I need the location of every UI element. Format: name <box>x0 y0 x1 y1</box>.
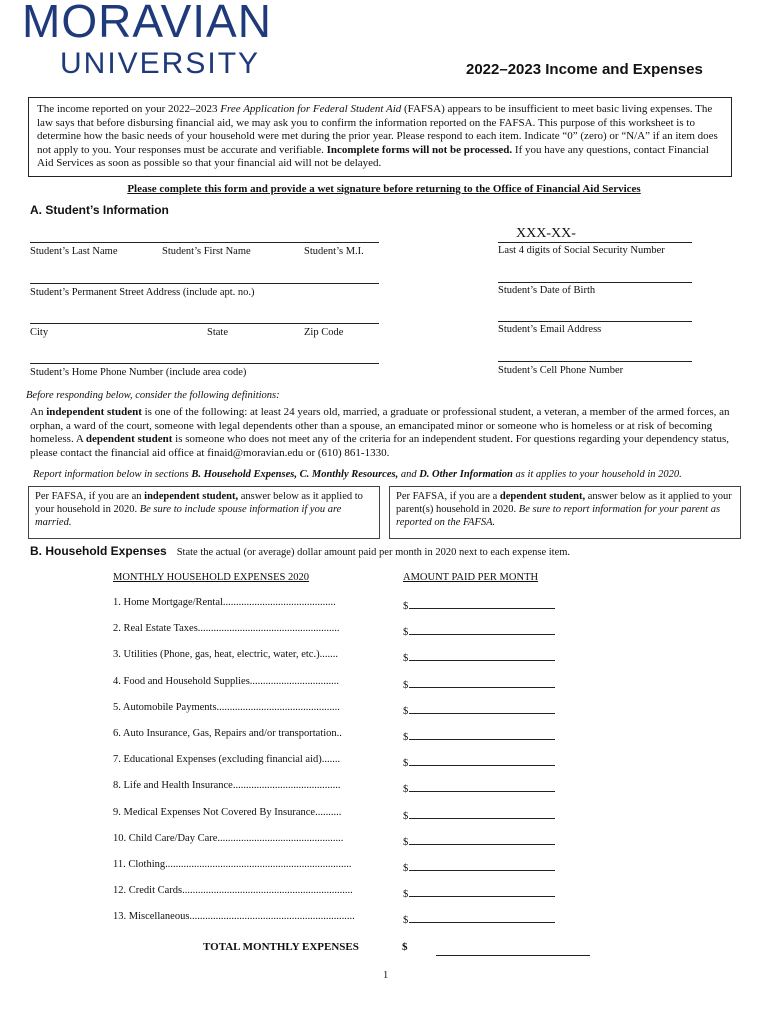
expense-amount-field[interactable] <box>403 885 555 900</box>
intro-box <box>28 97 732 177</box>
intro-text-3: (FAFSA) appears to be insufficient to meet basic living expenses. The law says that before disbursing financial aid, we may ask you to confirm the information reported on the FAFSA. This purpose of this worksheet is to determine how the basic needs of your household were met during the prior year. Please respond to each item. Indicate “0” (zero) or “N/A” if an item does not apply to you. Your responses must be accurate and verifiable. <box>37 103 718 156</box>
expense-amount-field[interactable] <box>403 676 555 691</box>
section-b-heading: B. Household Expenses <box>30 544 167 558</box>
expense-row <box>113 833 573 849</box>
form-title-text: Income and Expenses <box>541 61 703 78</box>
indep-italic: Be sure to include spouse information if you are married. <box>35 504 342 528</box>
expense-amount-field[interactable] <box>403 807 555 822</box>
expenses-column-header: MONTHLY HOUSEHOLD EXPENSES 2020 <box>113 572 310 583</box>
currency-symbol: $ <box>403 653 409 665</box>
email-line[interactable] <box>498 321 692 322</box>
amount-input-line[interactable] <box>409 885 555 897</box>
expense-item-label: 11. Clothing....................................................................... <box>113 859 352 870</box>
logo-moravian: MORAVIAN <box>22 0 272 47</box>
amount-input-line[interactable] <box>409 859 555 871</box>
expense-row <box>113 728 573 744</box>
cell-phone-line[interactable] <box>498 361 692 362</box>
expense-item-label: 10. Child Care/Day Care................................................ <box>113 832 344 844</box>
intro-text-fafsa: Free Application for Federal Student Aid <box>220 103 402 115</box>
amount-input-line[interactable] <box>409 649 555 661</box>
amount-input-line[interactable] <box>409 833 555 845</box>
expense-amount-field[interactable] <box>403 702 555 717</box>
currency-symbol: $ <box>403 915 409 927</box>
expense-item-label: 12. Credit Cards................................................................. <box>113 885 353 897</box>
city-label: City <box>30 327 49 338</box>
expense-item-label: 3. Utilities (Phone, gas, heat, electric, water, etc.)....... <box>113 649 338 661</box>
currency-symbol: $ <box>403 863 409 874</box>
expense-row <box>113 780 573 796</box>
page-number: 1 <box>383 970 389 981</box>
expense-item-label: 6. Auto Insurance, Gas, Repairs and/or transportation.. <box>113 728 342 739</box>
dep-italic: Be sure to report information for your parent as reported on the FAFSA. <box>396 504 721 528</box>
dob-label: Student’s Date of Birth <box>498 285 596 296</box>
expense-item-label: 2. Real Estate Taxes...................................................... <box>113 623 340 635</box>
expense-amount-field[interactable] <box>403 780 555 795</box>
first-name-label: Student’s First Name <box>162 246 251 257</box>
report-section-d: D. Other Information <box>419 469 513 480</box>
name-line[interactable] <box>30 242 379 243</box>
currency-symbol: $ <box>403 679 409 691</box>
expense-amount-field[interactable] <box>403 649 555 664</box>
expense-amount-field[interactable] <box>403 754 555 769</box>
email-label: Student’s Email Address <box>498 324 602 335</box>
last-name-label: Student’s Last Name <box>30 246 118 257</box>
amount-input-line[interactable] <box>409 911 555 923</box>
form-title-year: 2022–2023 <box>466 61 542 78</box>
section-b-header <box>30 542 570 560</box>
expense-amount-field[interactable] <box>403 728 555 743</box>
report-text-1: Report information below in sections <box>33 469 192 480</box>
expense-row <box>113 676 573 692</box>
expense-row <box>113 885 573 901</box>
amount-input-line[interactable] <box>409 597 555 609</box>
expense-item-label: 5. Automobile Payments............................................... <box>113 701 340 713</box>
logo-university: UNIVERSITY <box>60 47 261 80</box>
def-independent: independent student <box>46 406 142 418</box>
expense-row <box>113 754 573 770</box>
section-a-heading: A. Student’s Information <box>30 203 169 217</box>
expense-item-label: 8. Life and Health Insurance......................................... <box>113 780 341 792</box>
expense-item-label: 13. Miscellaneous............................................................... <box>113 911 355 923</box>
expense-item-label: 7. Educational Expenses (excluding financial aid)....... <box>113 754 341 766</box>
amount-input-line[interactable] <box>409 676 555 688</box>
expense-amount-field[interactable] <box>403 833 555 848</box>
currency-symbol: $ <box>403 810 409 822</box>
expense-amount-field[interactable] <box>403 597 555 612</box>
expense-row <box>113 702 573 718</box>
amount-input-line[interactable] <box>409 623 555 635</box>
amount-input-line[interactable] <box>409 702 555 714</box>
ssn-prefix: XXX-XX- <box>516 226 576 241</box>
amount-input-line[interactable] <box>409 780 555 792</box>
dep-text-3: answer below as it applied to your parent(s) household in 2020. <box>396 491 732 515</box>
currency-symbol: $ <box>403 601 409 612</box>
currency-symbol: $ <box>403 758 409 770</box>
dep-bold: dependent student, <box>499 491 586 502</box>
definitions-lead: Before responding below, consider the following definitions: <box>26 390 280 401</box>
section-b-subheading: State the actual (or average) dollar amount paid per month in 2020 next to each expense item. <box>176 547 571 558</box>
def-text-5: is someone who does not meet any of the criteria for an independent student. For questions regarding your dependency status, please contact the financial aid office at finaid@moravian.edu or (610) 861-1330. <box>30 433 730 459</box>
intro-text-1: The income reported on your 2022–2023 <box>37 103 221 115</box>
expense-item-label: 9. Medical Expenses Not Covered By Insurance.......... <box>113 806 342 818</box>
ssn-line[interactable] <box>498 242 692 243</box>
expense-amount-field[interactable] <box>403 859 555 874</box>
currency-symbol: $ <box>403 627 409 639</box>
expense-amount-field[interactable] <box>403 623 555 638</box>
def-dependent: dependent student <box>85 433 173 445</box>
def-text-1: An <box>30 406 47 418</box>
dependent-student-box <box>389 486 741 539</box>
currency-symbol: $ <box>403 705 409 717</box>
wet-signature-instruction <box>0 183 768 195</box>
report-text-5: as it applies to your household in 2020. <box>512 469 682 480</box>
independent-student-box <box>28 486 380 539</box>
address-line[interactable] <box>30 283 379 284</box>
zip-label: Zip Code <box>304 327 344 338</box>
report-text-3: and <box>398 469 420 480</box>
def-text-3: is one of the following: at least 24 years old, married, a graduate or professional student, a veteran, a member of the armed forces, an orphan, a ward of the court, someone with legal dependents other than a spouse, an emancipated minor or someone who is homeless or at risk of becoming homeless. A <box>30 406 730 445</box>
indep-text-1: Per FAFSA, if you are an <box>35 491 145 502</box>
currency-symbol: $ <box>403 784 409 796</box>
expense-row <box>113 807 573 823</box>
dep-text-1: Per FAFSA, if you are a <box>396 491 500 502</box>
amount-column-header: AMOUNT PAID PER MONTH <box>403 572 539 583</box>
city-state-zip-line[interactable] <box>30 323 379 324</box>
state-label: State <box>207 327 228 338</box>
currency-symbol: $ <box>403 836 409 848</box>
ssn-label: Last 4 digits of Social Security Number <box>498 245 665 256</box>
expense-item-label: 4. Food and Household Supplies.................................. <box>113 675 340 687</box>
expense-row <box>113 911 573 927</box>
total-amount-line[interactable] <box>436 955 590 956</box>
indep-bold: independent student, <box>144 491 239 502</box>
home-phone-line[interactable] <box>30 363 379 364</box>
expense-row <box>113 597 573 613</box>
expense-item-label: 1. Home Mortgage/Rental........................................... <box>113 597 336 608</box>
cell-phone-label: Student’s Cell Phone Number <box>498 365 624 376</box>
instruction-text: Please complete this form and provide a wet signature before returning to the Office of Financial Aid Services <box>127 183 641 195</box>
expense-row <box>113 649 573 665</box>
indep-text-3: answer below as it applied to your household in 2020. <box>35 491 363 515</box>
dob-line[interactable] <box>498 282 692 283</box>
amount-input-line[interactable] <box>409 754 555 766</box>
total-currency: $ <box>402 941 408 953</box>
expense-amount-field[interactable] <box>403 911 555 926</box>
expense-row <box>113 623 573 639</box>
total-expenses-label: TOTAL MONTHLY EXPENSES <box>203 941 359 953</box>
mi-label: Student’s M.I. <box>304 246 364 257</box>
report-instruction <box>33 468 682 482</box>
address-label: Student’s Permanent Street Address (include apt. no.) <box>30 287 255 298</box>
currency-symbol: $ <box>403 889 409 901</box>
amount-input-line[interactable] <box>409 728 555 740</box>
form-title <box>466 61 703 78</box>
expense-row <box>113 859 573 875</box>
currency-symbol: $ <box>403 732 409 743</box>
amount-input-line[interactable] <box>409 807 555 819</box>
intro-text-incomplete: Incomplete forms will not be processed. <box>326 143 513 156</box>
home-phone-label: Student’s Home Phone Number (include area code) <box>30 367 247 378</box>
report-sections: B. Household Expenses, C. Monthly Resources, <box>191 469 399 480</box>
intro-text-5: If you have any questions, contact Financial Aid Services as soon as possible so that your financial aid will not be delayed. <box>37 143 709 169</box>
definitions-paragraph <box>30 406 740 460</box>
